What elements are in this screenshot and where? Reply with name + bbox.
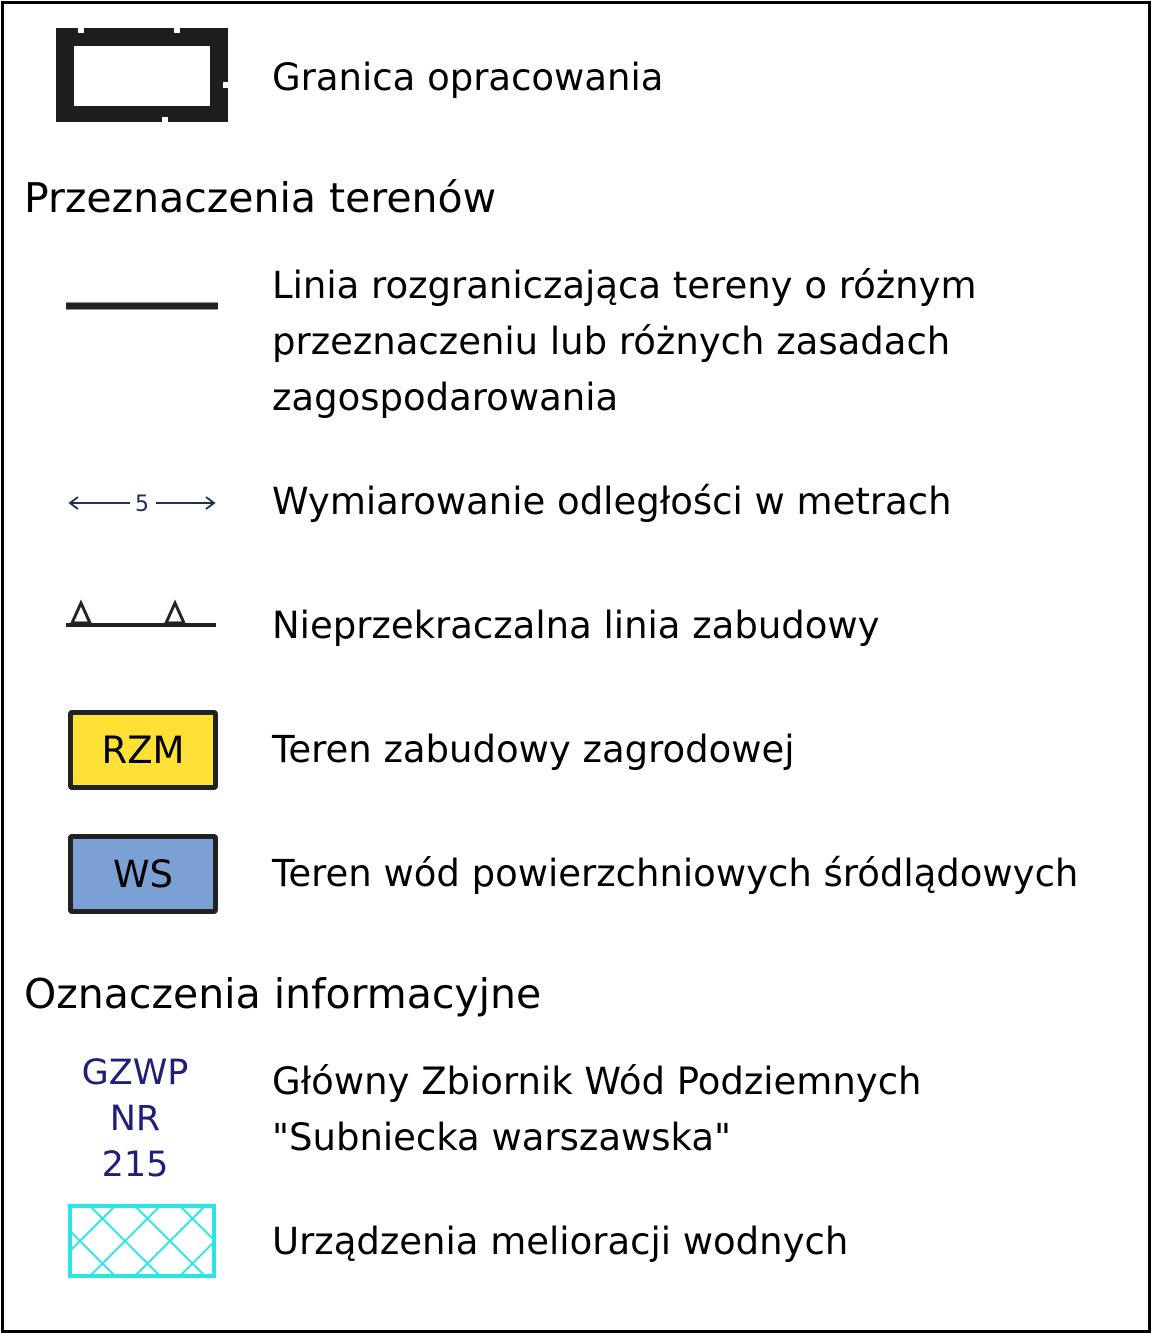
- dividing-line-label-2: przeznaczeniu lub różnych zasadach: [272, 320, 951, 363]
- dividing-line-label-3: zagospodarowania: [272, 376, 619, 419]
- dimension-value: 5: [135, 492, 149, 517]
- building-line-label: Nieprzekraczalna linia zabudowy: [272, 604, 880, 647]
- dimension-symbol: [66, 488, 218, 518]
- boundary-symbol: [52, 24, 232, 130]
- dimension-label: Wymiarowanie odległości w metrach: [272, 480, 952, 523]
- building-line-symbol: [66, 598, 218, 632]
- gzwp-symbol: [60, 1050, 210, 1188]
- ws-symbol: [68, 834, 218, 914]
- section-heading-informative: Oznaczenia informacyjne: [24, 970, 542, 1018]
- rzm-code: RZM: [101, 728, 185, 772]
- melioration-symbol: [66, 1202, 218, 1280]
- dividing-line-symbol: [66, 298, 218, 314]
- gzwp-code-line-1: GZWP: [81, 1053, 189, 1093]
- melioration-label: Urządzenia melioracji wodnych: [272, 1220, 849, 1263]
- gzwp-code-line-3: 215: [101, 1145, 169, 1185]
- ws-label: Teren wód powierzchniowych śródlądowych: [272, 852, 1079, 895]
- gzwp-label-1: Główny Zbiornik Wód Podziemnych: [272, 1060, 922, 1103]
- boundary-label: Granica opracowania: [272, 56, 664, 99]
- gzwp-code-line-2: NR: [109, 1099, 161, 1139]
- ws-code: WS: [112, 852, 174, 896]
- section-heading-land-use: Przeznaczenia terenów: [24, 174, 497, 222]
- rzm-label: Teren zabudowy zagrodowej: [272, 728, 795, 771]
- gzwp-label-2: "Subniecka warszawska": [272, 1116, 732, 1159]
- rzm-symbol: [68, 710, 218, 790]
- dividing-line-label-1: Linia rozgraniczająca tereny o różnym: [272, 264, 977, 307]
